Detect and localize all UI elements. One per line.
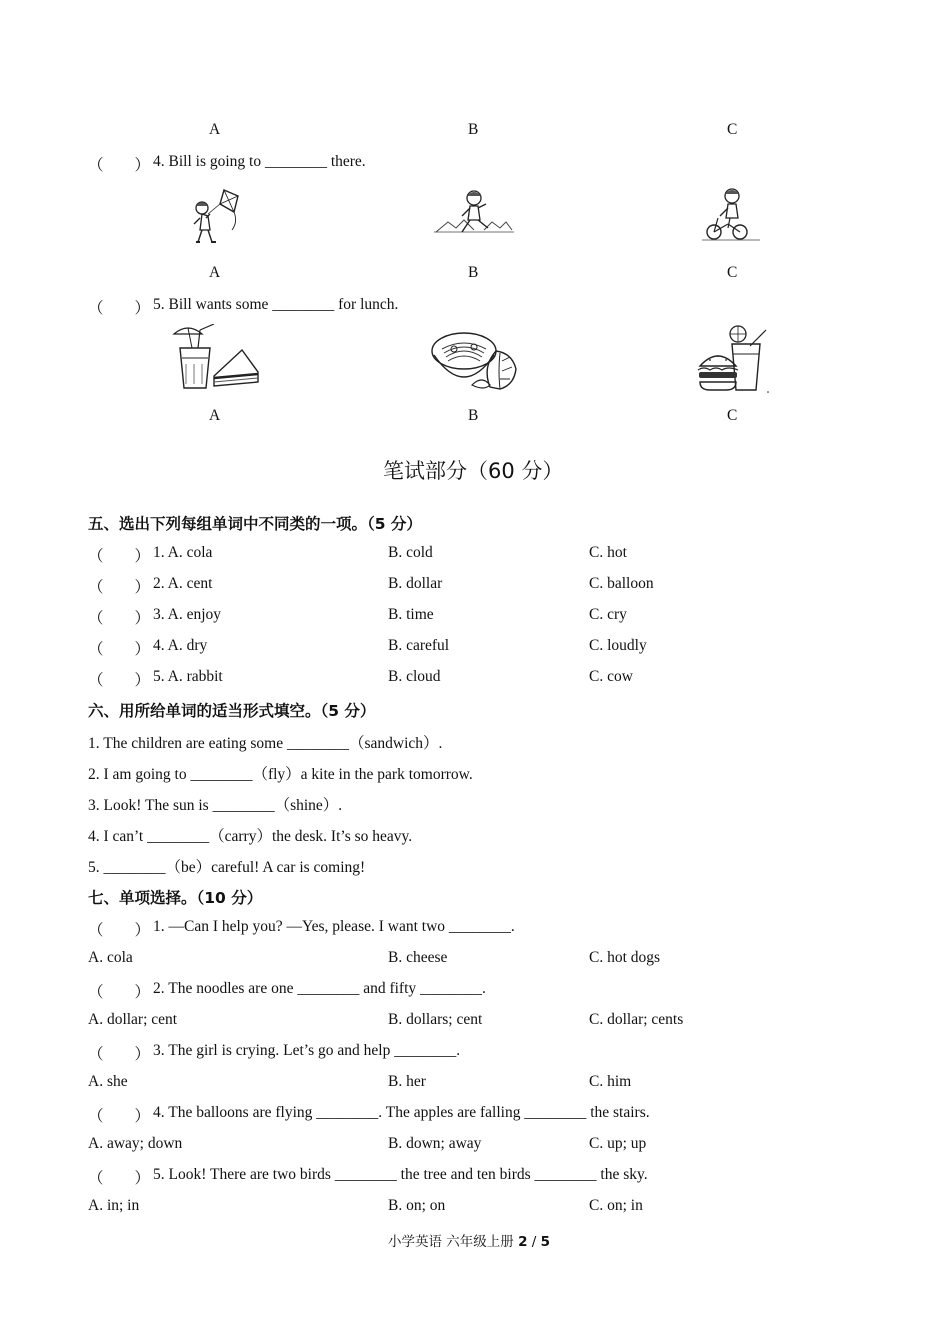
option-b: B. down; away — [388, 1135, 482, 1152]
option-c: C. him — [589, 1073, 632, 1090]
section-5-title: 五、选出下列每组单词中不同类的一项。（5 分） — [88, 515, 422, 533]
footer-page-number: 2 — [518, 1234, 528, 1250]
option-label-b: B — [468, 121, 479, 138]
option-b: B. dollars; cent — [388, 1011, 483, 1028]
noodles-and-vegetables-icon — [430, 327, 522, 393]
answer-paren: （ ） — [88, 1108, 151, 1125]
option-b: B. cheese — [388, 949, 448, 966]
option-a: A. she — [88, 1073, 128, 1090]
option-a: A. dollar; cent — [88, 1011, 178, 1028]
option-c: C. dollar; cents — [589, 1011, 684, 1028]
option-a: 3. A. enjoy — [153, 606, 222, 623]
option-a: 4. A. dry — [153, 637, 208, 654]
answer-paren: （ ） — [88, 548, 151, 565]
answer-paren: （ ） — [88, 672, 151, 689]
option-c: C. cry — [589, 606, 627, 623]
option-a: A. away; down — [88, 1135, 183, 1152]
option-c: C. hot — [589, 544, 627, 561]
fill-blank-line: 4. I can’t ________（carry）the desk. It’s so heavy. — [88, 828, 413, 845]
option-c: C. loudly — [589, 637, 647, 654]
fill-blank-line: 2. I am going to ________（fly）a kite in the park tomorrow. — [88, 766, 473, 783]
answer-paren: （ ） — [88, 157, 151, 174]
cycling-boy-icon — [700, 186, 762, 244]
answer-paren: （ ） — [88, 984, 151, 1001]
footer-separator: / — [531, 1234, 537, 1250]
drink-and-sandwich-icon — [170, 324, 262, 392]
option-label-b: B — [468, 264, 479, 281]
option-label-a: A — [209, 121, 221, 138]
option-a: A. cola — [88, 949, 133, 966]
question-text: 3. The girl is crying. Let’s go and help ________. — [153, 1042, 461, 1059]
option-b: B. on; on — [388, 1197, 446, 1214]
option-label-c: C — [727, 264, 738, 281]
option-c: C. cow — [589, 668, 633, 685]
option-c: C. hot dogs — [589, 949, 661, 966]
option-c: C. on; in — [589, 1197, 643, 1214]
question-text: 1. —Can I help you? —Yes, please. I want two ________. — [153, 918, 515, 935]
option-c: C. up; up — [589, 1135, 647, 1152]
option-label-a: A — [209, 407, 221, 424]
option-label-c: C — [727, 121, 738, 138]
answer-paren: （ ） — [88, 1046, 151, 1063]
option-a: 5. A. rabbit — [153, 668, 223, 685]
answer-paren: （ ） — [88, 300, 151, 317]
section-7-title: 七、单项选择。（10 分） — [88, 889, 263, 907]
option-a: 2. A. cent — [153, 575, 213, 592]
option-label-b: B — [468, 407, 479, 424]
running-boy-icon — [434, 188, 514, 244]
footer-total-pages: 5 — [540, 1234, 551, 1250]
question-text: 5. Look! There are two birds ________ the tree and ten birds ________ the sky. — [153, 1166, 648, 1183]
fill-blank-line: 5. ________（be）careful! A car is coming! — [88, 859, 366, 876]
option-b: B. dollar — [388, 575, 443, 592]
fill-blank-line: 3. Look! The sun is ________（shine）. — [88, 797, 343, 814]
footer-subject: 小学英语 六年级上册 — [388, 1234, 514, 1250]
option-label-c: C — [727, 407, 738, 424]
kite-flying-boy-icon — [186, 186, 246, 248]
question-text: 2. The noodles are one ________ and fifty ________. — [153, 980, 486, 997]
option-label-a: A — [209, 264, 221, 281]
option-b: B. time — [388, 606, 434, 623]
section-6-title: 六、用所给单词的适当形式填空。（5 分） — [88, 702, 376, 720]
option-b: B. cloud — [388, 668, 441, 685]
answer-paren: （ ） — [88, 579, 151, 596]
option-b: B. her — [388, 1073, 426, 1090]
question-text: 4. The balloons are flying ________. The apples are falling ________ the stairs. — [153, 1104, 650, 1121]
written-part-title: 笔试部分（60 分） — [383, 459, 564, 483]
question-4-text: 4. Bill is going to ________ there. — [153, 153, 366, 170]
answer-paren: （ ） — [88, 1170, 151, 1187]
answer-paren: （ ） — [88, 641, 151, 658]
fill-blank-line: 1. The children are eating some ________（sandwich）. — [88, 735, 443, 752]
hamburger-and-juice-icon — [696, 324, 776, 396]
option-c: C. balloon — [589, 575, 654, 592]
question-5-text: 5. Bill wants some ________ for lunch. — [153, 296, 399, 313]
page-footer — [388, 1230, 550, 1250]
answer-paren: （ ） — [88, 922, 151, 939]
option-b: B. cold — [388, 544, 433, 561]
option-a: A. in; in — [88, 1197, 140, 1214]
option-b: B. careful — [388, 637, 450, 654]
answer-paren: （ ） — [88, 610, 151, 627]
option-a: 1. A. cola — [153, 544, 213, 561]
